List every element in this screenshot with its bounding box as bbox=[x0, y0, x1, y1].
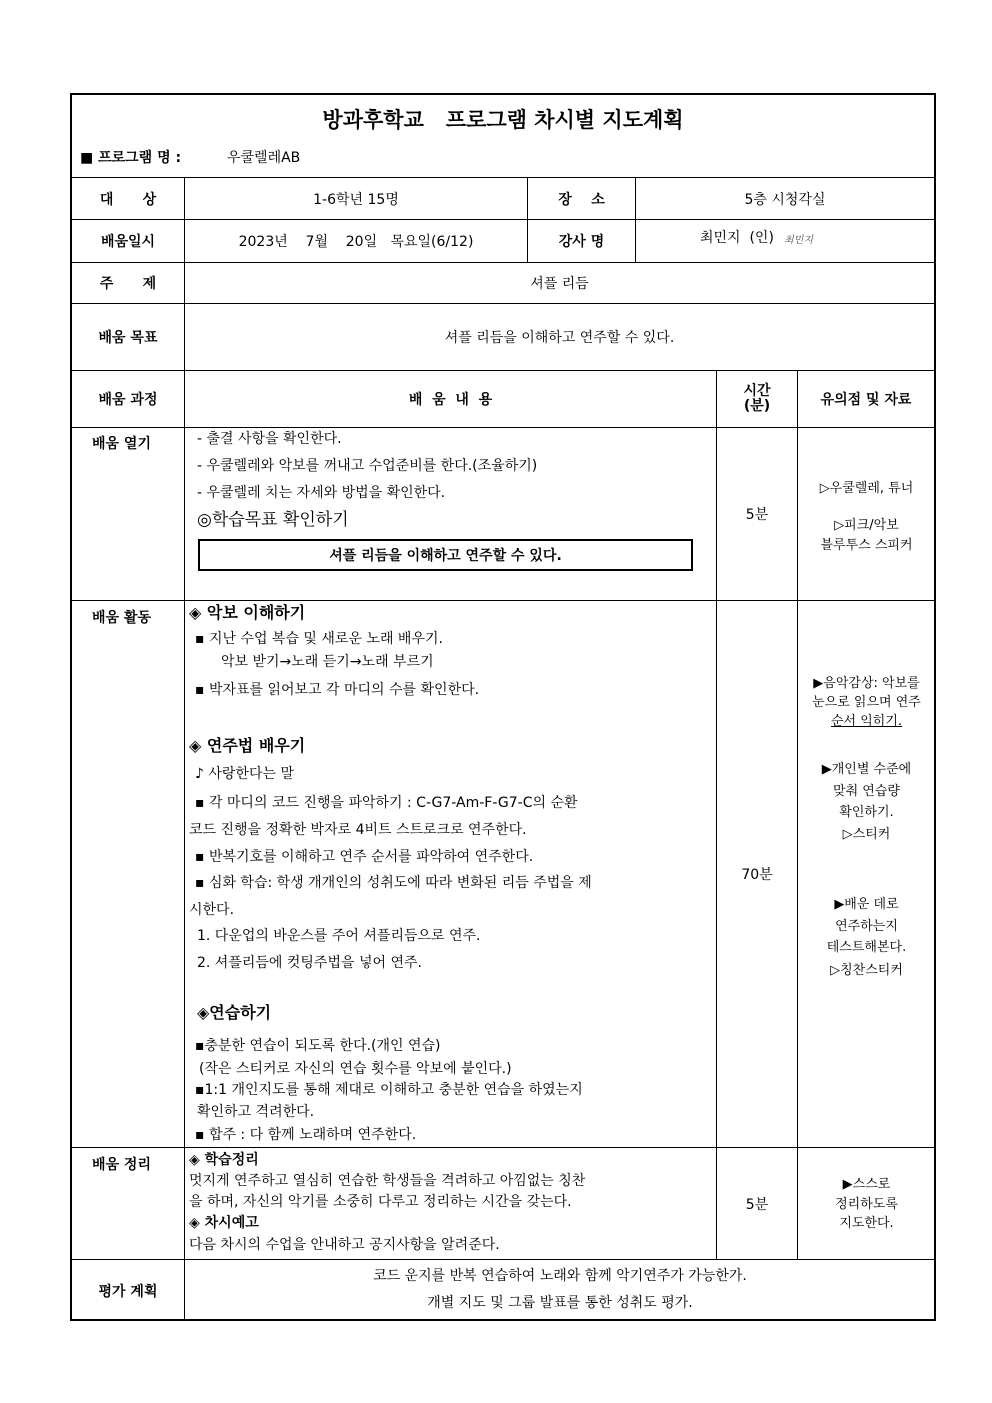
activity-line: 확인하고 격려한다. bbox=[197, 1104, 315, 1120]
activity-note: ▷칭찬스티커 bbox=[830, 963, 903, 978]
opening-note: ▷우쿨렐레, 튜너 bbox=[819, 481, 914, 496]
activity-line: ▪충분한 연습이 되도록 한다.(개인 연습) bbox=[195, 1038, 441, 1054]
activity-note: 눈으로 읽으며 연주 bbox=[812, 695, 921, 710]
activity-line: ▪ 박자표를 읽어보고 각 마디의 수를 확인한다. bbox=[195, 682, 480, 698]
activity-line: 시한다. bbox=[189, 902, 235, 918]
closing-line: 멋지게 연주하고 열심히 연습한 학생들을 격려하고 아낌없는 칭찬 bbox=[189, 1173, 586, 1189]
activity-section-title: ◈연습하기 bbox=[197, 1003, 272, 1022]
activity-line: ▪1:1 개인지도를 통해 제대로 이해하고 충분한 연습을 하였는지 bbox=[195, 1082, 583, 1098]
row-activity bbox=[72, 600, 934, 1147]
lesson-plan-sheet bbox=[70, 93, 936, 1321]
teacher-cell bbox=[635, 220, 934, 262]
activity-label: 배움 활동 bbox=[92, 610, 151, 626]
opening-line: - 우쿨렐레와 악보를 꺼내고 수업준비를 한다.(조율하기) bbox=[197, 458, 538, 474]
closing-note: 지도한다. bbox=[839, 1216, 894, 1231]
row-target bbox=[72, 177, 934, 219]
activity-note: ▶배운 데로 bbox=[834, 897, 899, 912]
opening-check-title: ◎학습목표 확인하기 bbox=[197, 510, 349, 530]
header-time bbox=[716, 371, 797, 427]
activity-line: 악보 받기→노래 듣기→노래 부르기 bbox=[221, 654, 434, 670]
opening-note: 블루투스 스피커 bbox=[820, 538, 913, 553]
closing-label: 배움 정리 bbox=[92, 1157, 151, 1173]
activity-note: ▶음악감상: 악보를 bbox=[813, 676, 920, 691]
activity-note: ▶개인별 수준에 bbox=[821, 762, 912, 777]
activity-time: 70분 bbox=[716, 601, 797, 1147]
evaluation-line: 개별 지도 및 그룹 발표를 통한 성취도 평가. bbox=[427, 1295, 693, 1311]
place-label: 장 소 bbox=[527, 178, 635, 219]
opening-label: 배움 열기 bbox=[92, 436, 151, 452]
activity-line: ▪ 반복기호를 이해하고 연주 순서를 파악하여 연주한다. bbox=[195, 849, 534, 865]
activity-section-title: ◈ 연주법 배우기 bbox=[189, 736, 306, 755]
row-header bbox=[72, 370, 934, 427]
activity-line: ▪ 각 마디의 코드 진행을 파악하기 : C-G7-Am-F-G7-C의 순환 bbox=[195, 795, 578, 811]
closing-line: 다음 차시의 수업을 안내하고 공지사항을 알려준다. bbox=[189, 1237, 500, 1253]
opening-content bbox=[184, 428, 716, 600]
opening-line: - 우쿨렐레 치는 자세와 방법을 확인한다. bbox=[197, 485, 446, 501]
activity-song: ♪ 사랑한다는 말 bbox=[195, 766, 294, 782]
target-value: 1-6학년 15명 bbox=[184, 178, 527, 219]
header-process: 배움 과정 bbox=[98, 392, 158, 408]
topic-label: 주 제 bbox=[99, 276, 157, 292]
target-label: 대 상 bbox=[99, 191, 157, 208]
program-name: 우쿨렐레AB bbox=[227, 150, 301, 166]
closing-line: 을 하며, 자신의 악기를 소중히 다루고 정리하는 시간을 갖는다. bbox=[189, 1194, 572, 1210]
teacher-label: 강사 명 bbox=[527, 220, 635, 262]
row-opening bbox=[72, 427, 934, 600]
page-title: 방과후학교 프로그램 차시별 지도계획 bbox=[322, 108, 684, 132]
row-date bbox=[72, 219, 934, 262]
activity-content bbox=[184, 601, 716, 1147]
opening-goal-box: 셔플 리듬을 이해하고 연주할 수 있다. bbox=[198, 539, 693, 571]
activity-line: ▪ 심화 학습: 학생 개개인의 성취도에 따라 변화된 리듬 주법을 제 bbox=[195, 875, 592, 891]
row-evaluation bbox=[72, 1259, 934, 1321]
date-label: 배움일시 bbox=[100, 234, 156, 250]
activity-note: 테스트해본다. bbox=[826, 940, 907, 955]
closing-title: ◈ 학습정리 bbox=[189, 1152, 259, 1168]
activity-line: (작은 스티커로 자신의 연습 횟수를 악보에 붙인다.) bbox=[199, 1061, 512, 1077]
header-time-line1: 시간 bbox=[743, 383, 771, 400]
closing-note: ▶스스로 bbox=[842, 1177, 891, 1192]
activity-line: 2. 셔플리듬에 컷팅주법을 넣어 연주. bbox=[197, 955, 422, 971]
closing-notes bbox=[797, 1148, 934, 1259]
closing-note: 정리하도록 bbox=[835, 1197, 898, 1212]
activity-note: ▷스티커 bbox=[842, 827, 891, 842]
header-content: 배 움 내 용 bbox=[184, 371, 716, 427]
evaluation-content bbox=[184, 1260, 934, 1321]
goal-label: 배움 목표 bbox=[98, 330, 158, 346]
activity-line: 코드 진행을 정확한 박자로 4비트 스트로크로 연주한다. bbox=[189, 822, 527, 838]
goal-value: 셔플 리듬을 이해하고 연주할 수 있다. bbox=[184, 304, 934, 370]
closing-content bbox=[184, 1148, 716, 1259]
opening-note: ▷피크/악보 bbox=[834, 518, 899, 533]
teacher-value: 최민지 (인) bbox=[700, 230, 774, 246]
header-notes: 유의점 및 자료 bbox=[797, 371, 934, 427]
place-value: 5층 시청각실 bbox=[635, 178, 934, 219]
evaluation-label: 평가 계획 bbox=[98, 1283, 158, 1300]
opening-line: - 출결 사항을 확인한다. bbox=[197, 431, 342, 447]
activity-line: ▪ 지난 수업 복습 및 새로운 노래 배우기. bbox=[195, 631, 443, 647]
row-goal bbox=[72, 303, 934, 370]
activity-note: 순서 익히기. bbox=[830, 714, 903, 729]
activity-note: 확인하기. bbox=[839, 805, 894, 820]
date-value: 2023년 7월 20일 목요일(6/12) bbox=[184, 220, 527, 262]
activity-note: 맞춰 연습량 bbox=[833, 784, 900, 799]
activity-line: ▪ 합주 : 다 함께 노래하며 연주한다. bbox=[195, 1127, 417, 1143]
topic-value: 셔플 리듬 bbox=[184, 263, 934, 303]
opening-notes bbox=[797, 428, 934, 600]
header-time-line2: (분) bbox=[743, 398, 771, 414]
closing-title: ◈ 차시예고 bbox=[189, 1215, 259, 1231]
closing-time: 5분 bbox=[716, 1148, 797, 1259]
evaluation-line: 코드 운지를 반복 연습하여 노래와 함께 악기연주가 가능한가. bbox=[373, 1268, 747, 1284]
opening-time: 5분 bbox=[716, 428, 797, 600]
row-topic bbox=[72, 262, 934, 303]
activity-notes bbox=[797, 601, 934, 1147]
teacher-signature: 최민지 bbox=[784, 235, 813, 246]
program-label: ■ 프로그램 명 : bbox=[80, 150, 182, 166]
activity-note: 연주하는지 bbox=[835, 919, 898, 934]
activity-line: 1. 다운업의 바운스를 주어 셔플리듬으로 연주. bbox=[197, 928, 481, 944]
row-closing bbox=[72, 1147, 934, 1259]
activity-section-title: ◈ 악보 이해하기 bbox=[189, 603, 306, 622]
